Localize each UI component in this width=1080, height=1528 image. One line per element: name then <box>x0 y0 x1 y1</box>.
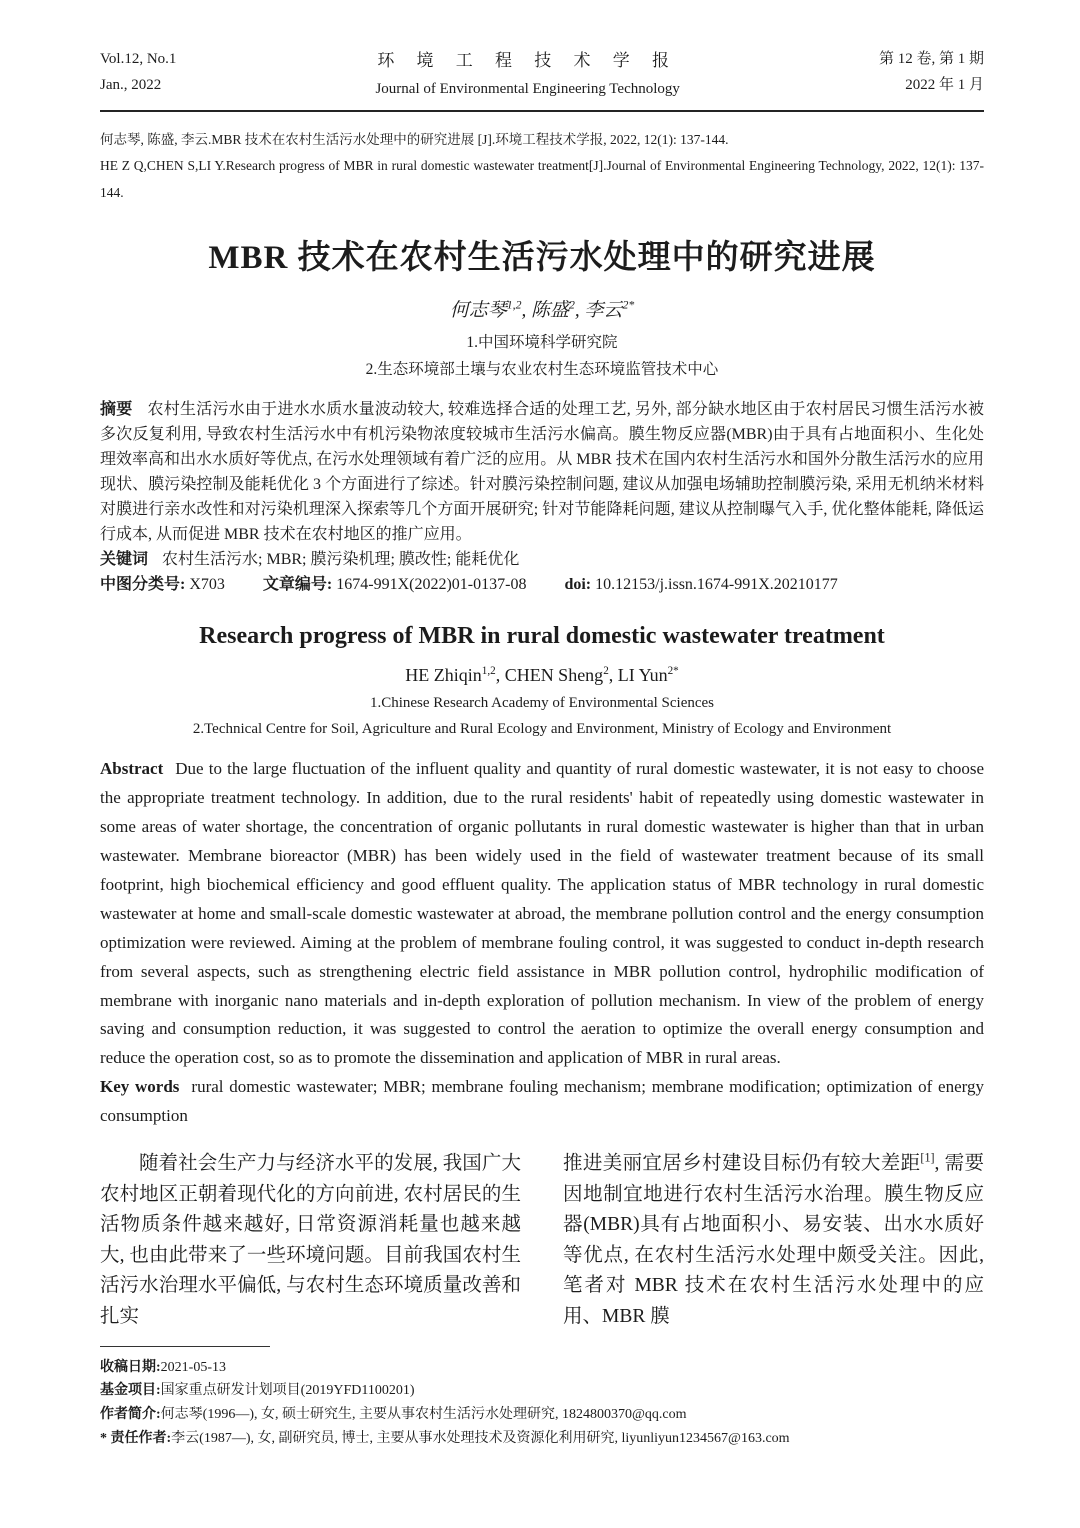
paper-title-cn: MBR 技术在农村生活污水处理中的研究进展 <box>208 239 876 276</box>
footnote-label: * 责任作者: <box>100 1431 172 1447</box>
footnote-divider <box>100 1346 270 1347</box>
author-superscript: 2 <box>603 664 609 677</box>
author-name: 陈盛 <box>531 299 570 321</box>
article-meta <box>100 573 984 598</box>
author-superscript: 1,2 <box>506 298 522 312</box>
footnote-funding <box>100 1379 984 1403</box>
citation-block <box>100 127 984 206</box>
author-separator: , <box>574 299 585 321</box>
abstract-text-en: Due to the large fluctuation of the influent quality and quantity of rural domestic wastewater, it is not easy to choose the appropriate treatment technology. In addition, due to the rural residents' habit of repeatedly using domestic wastewater in some areas of water shortage, the concentration of organic pollutants in rural domestic wastewater is higher than that in urban wastewater. Membrane bioreactor (MBR) has been widely used in the field of wastewater treatment because of its small footprint, high biochemical efficiency and good effluent quality. The application status of MBR technology in rural domestic wastewater at home and small-scale domestic wastewater at abroad, the membrane pollution control and the energy consumption optimization were reviewed. Aiming at the problem of membrane fouling control, it was suggested to conduct in-depth research from several aspects, such as strengthening electric field assistance in MBR pollution control, hydrophilic modification of membrane with inorganic nano materials and in-depth exploration of pollution mechanism. In view of the problem of energy saving and consumption reduction, it was suggested to control the aeration to optimize the overall energy consumption and reduce the operation cost, so as to promote the dissemination and application of MBR in rural areas. <box>100 759 984 1068</box>
authors-en <box>100 665 984 686</box>
author-superscript: 2* <box>622 298 635 312</box>
author-superscript: 2* <box>667 664 679 677</box>
author-name: HE Zhiqin <box>405 664 482 685</box>
header-date-cn: 2022 年 1 月 <box>905 77 984 94</box>
doi-label: doi: <box>564 575 596 593</box>
footnote-value: 何志琴(1996—), 女, 硕士研究生, 主要从事农村生活污水处理研究, 1824800370@qq.com <box>160 1407 687 1423</box>
body-text: 推进美丽宜居乡村建设目标仍有较大差距 <box>563 1152 921 1174</box>
footnote-value: 国家重点研发计划项目(2019YFD1100201) <box>160 1383 415 1399</box>
article-no-label: 文章编号: <box>262 575 337 593</box>
affiliation-cn-2: 2.生态环境部土壤与农业农村生态环境监管技术中心 <box>365 361 719 379</box>
header-left <box>100 46 176 99</box>
author-name: 何志琴 <box>449 299 507 321</box>
keywords-cn <box>100 548 984 573</box>
citation-cn: 何志琴, 陈盛, 李云.MBR 技术在农村生活污水处理中的研究进展 [J].环境工程技术学报, 2022, 12(1): 137-144. <box>100 132 729 147</box>
body-column-left <box>100 1149 521 1333</box>
footnote-author-bio <box>100 1403 984 1427</box>
journal-name-cn: 环 境 工 程 技 术 学 报 <box>377 51 679 70</box>
doi-value: 10.12153/j.issn.1674-991X.20210177 <box>595 575 838 593</box>
abstract-en <box>100 755 984 1073</box>
body-column-right <box>563 1149 984 1333</box>
body-paragraph <box>563 1149 984 1333</box>
author-separator: , <box>521 299 532 321</box>
footnote-label: 收稿日期: <box>100 1359 161 1375</box>
journal-header <box>100 46 984 102</box>
footnotes <box>100 1356 984 1451</box>
abstract-text-cn: 农村生活污水由于进水水质水量波动较大, 较难选择合适的处理工艺, 另外, 部分缺水地区由于农村居民习惯生活污水被多次反复利用, 导致农村生活污水中有机污染物浓度较城市生活污水偏高。膜生物反应器(MBR)由于具有占地面积小、生化处理效率高和出水水质好等优点, 在污水处理领域有着广泛的应用。从 MBR 技术在国内农村生活污水和国外分散生活污水的应用现状、膜污染控制及能耗优化 3 个方面进行了综述。针对膜污染控制问题, 建议从加强电场辅助控制膜污染, 采用无机纳米材料对膜进行亲水改性和对污染机理深入探索等几个方面开展研究; 针对节能降耗问题, 建议从控制曝气入手, 优化整体能耗, 降低运行成本, 从而促进 MBR 技术在农村地区的推广应用。 <box>100 401 984 543</box>
body-paragraph: 随着社会生产力与经济水平的发展, 我国广大农村地区正朝着现代化的方向前进, 农村居民的生活物质条件越来越好, 日常资源消耗量也越来越大, 也由此带来了一些环境问题。目前我国农村生活污水治理水平偏低, 与农村生态环境质量改善和扎实 <box>100 1152 521 1328</box>
article-no: 1674-991X(2022)01-0137-08 <box>336 575 527 593</box>
journal-name-en: Journal of Environmental Engineering Technology <box>375 80 680 97</box>
author-name: 李云 <box>584 299 623 321</box>
paper-title-en: Research progress of MBR in rural domestic wastewater treatment <box>199 622 885 649</box>
keywords-text-en: rural domestic wastewater; MBR; membrane fouling mechanism; membrane modification; optimization of energy consumption <box>100 1077 985 1126</box>
clc-number: X703 <box>189 575 225 593</box>
footnote-label: 作者简介: <box>100 1407 161 1423</box>
affiliations-cn <box>100 329 984 383</box>
affiliation-cn-1: 1.中国环境科学研究院 <box>466 333 618 351</box>
header-date-en: Jan., 2022 <box>100 77 162 94</box>
header-right <box>879 46 984 99</box>
author-name: LI Yun <box>617 664 668 685</box>
clc-label: 中图分类号: <box>100 575 190 593</box>
abstract-cn <box>100 398 984 548</box>
affiliation-en-1: 1.Chinese Research Academy of Environmental Sciences <box>369 694 715 711</box>
footnote-corresponding-author <box>100 1427 984 1451</box>
footnote-label: 基金项目: <box>100 1383 161 1399</box>
footnote-received <box>100 1356 984 1380</box>
header-volume-en: Vol.12, No.1 <box>100 51 177 67</box>
affiliations-en <box>100 691 984 743</box>
citation-en: HE Z Q,CHEN S,LI Y.Research progress of MBR in rural domestic wastewater treatment[J].Journal of Environmental Engineering Technology, 2022, 12(1): 137-144. <box>100 158 984 200</box>
author-superscript: 2 <box>569 298 575 312</box>
footnote-value: 李云(1987—), 女, 副研究员, 博士, 主要从事水处理技术及资源化利用研究, liyunliyun1234567@163.com <box>171 1431 790 1447</box>
body-text: , 需要因地制宜地进行农村生活污水治理。膜生物反应器(MBR)具有占地面积小、易安装、出水水质好等优点, 在农村生活污水处理中颇受关注。因此, 笔者对 MBR 技术在农村生活污水处理中的应用、MBR 膜 <box>563 1152 984 1328</box>
affiliation-en-2: 2.Technical Centre for Soil, Agriculture and Rural Ecology and Environment, Ministry of Ecology and Environment <box>192 720 892 737</box>
keywords-text-cn: 农村生活污水; MBR; 膜污染机理; 膜改性; 能耗优化 <box>162 550 520 568</box>
author-superscript: 1,2 <box>481 664 496 677</box>
abstract-label-en: Abstract <box>100 759 164 779</box>
header-center <box>176 46 879 102</box>
author-separator: , <box>495 664 505 685</box>
keywords-label-en: Key words <box>100 1077 180 1097</box>
keywords-en <box>100 1073 984 1131</box>
author-separator: , <box>608 664 618 685</box>
abstract-label-cn: 摘要 <box>100 401 133 419</box>
header-volume-cn: 第 12 卷, 第 1 期 <box>878 51 984 67</box>
footnote-value: 2021-05-13 <box>160 1359 226 1375</box>
author-name: CHEN Sheng <box>504 664 604 685</box>
authors-cn <box>100 295 984 322</box>
body-columns <box>100 1149 984 1333</box>
keywords-label-cn: 关键词 <box>100 550 149 568</box>
reference-marker: [1] <box>920 1150 935 1165</box>
header-rule <box>100 110 984 112</box>
